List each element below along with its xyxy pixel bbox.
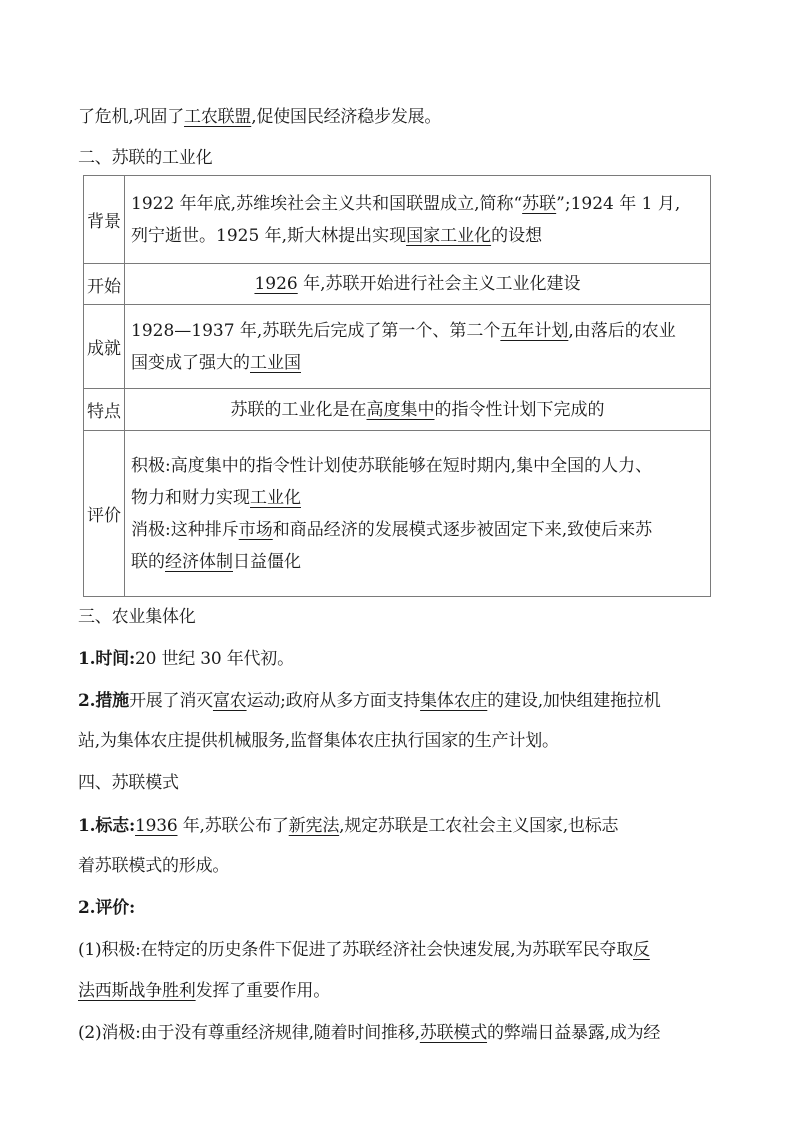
section-heading-industrialization: 二、苏联的工业化 bbox=[78, 148, 213, 168]
row-header: 成就 bbox=[84, 305, 125, 389]
row-content: 1922 年年底,苏维埃社会主义共和国联盟成立,简称“苏联”;1924 年 1 月, 列宁逝世。1925 年,斯大林提出实现国家工业化的设想 bbox=[125, 176, 711, 264]
industrialization-table bbox=[83, 175, 711, 597]
table-row bbox=[84, 389, 711, 431]
table-row bbox=[84, 305, 711, 389]
intro-line: 了危机,巩固了工农联盟,促使国民经济稳步发展。 bbox=[78, 107, 442, 127]
symbol-item-continued: 着苏联模式的形成。 bbox=[78, 856, 230, 876]
row-header: 特点 bbox=[84, 389, 125, 431]
table-row bbox=[84, 176, 711, 264]
row-header: 背景 bbox=[84, 176, 125, 264]
row-content: 积极:高度集中的指令性计划使苏联能够在短时期内,集中全国的人力、 物力和财力实现工业化 消极:这种排斥市场和商品经济的发展模式逐步被固定下来,致使后来苏 联的经济体制日益僵化 bbox=[125, 431, 711, 597]
measures-item: 2.措施开展了消灭富农运动;政府从多方面支持集体农庄的建设,加快组建拖拉机 bbox=[78, 691, 661, 711]
section-heading-collectivization: 三、农业集体化 bbox=[78, 607, 196, 627]
table-row bbox=[84, 431, 711, 597]
underlined-term: 工农联盟 bbox=[184, 107, 252, 127]
table-row bbox=[84, 264, 711, 305]
evaluation-label: 2.评价: bbox=[78, 898, 136, 918]
row-header: 开始 bbox=[84, 264, 125, 305]
row-content: 1926 年,苏联开始进行社会主义工业化建设 bbox=[125, 264, 711, 305]
row-header: 评价 bbox=[84, 431, 125, 597]
evaluation-negative: (2)消极:由于没有尊重经济规律,随着时间推移,苏联模式的弊端日益暴露,成为经 bbox=[78, 1023, 661, 1043]
row-content: 1928—1937 年,苏联先后完成了第一个、第二个五年计划,由落后的农业 国变成了强大的工业国 bbox=[125, 305, 711, 389]
symbol-item: 1.标志:1936 年,苏联公布了新宪法,规定苏联是工农社会主义国家,也标志 bbox=[78, 816, 619, 836]
section-heading-soviet-model: 四、苏联模式 bbox=[78, 773, 179, 793]
measures-item-continued: 站,为集体农庄提供机械服务,监督集体农庄执行国家的生产计划。 bbox=[78, 731, 559, 751]
time-item: 1.时间:20 世纪 30 年代初。 bbox=[78, 649, 294, 669]
evaluation-positive-continued: 法西斯战争胜利发挥了重要作用。 bbox=[78, 981, 331, 1001]
row-content: 苏联的工业化是在高度集中的指令性计划下完成的 bbox=[125, 389, 711, 431]
evaluation-positive: (1)积极:在特定的历史条件下促进了苏联经济社会快速发展,为苏联军民夺取反 bbox=[78, 940, 650, 960]
